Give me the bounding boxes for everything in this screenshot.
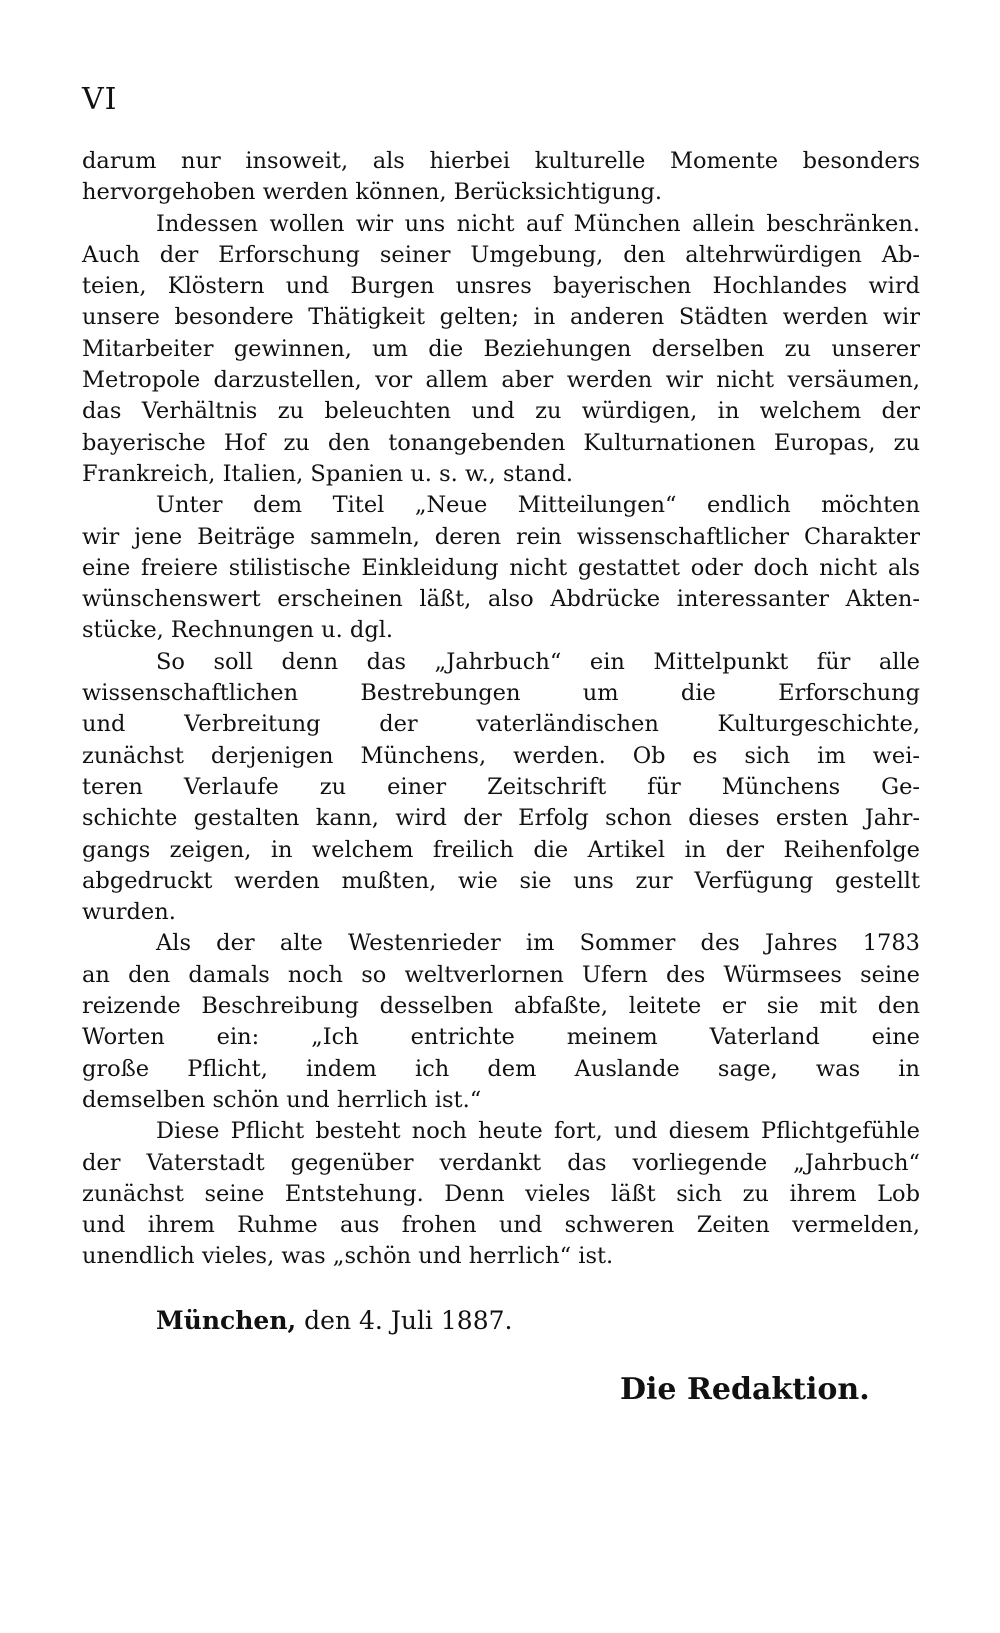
text-line: wurden. [82, 899, 176, 926]
text-line: der Vaterstadt gegenüber verdankt das vorliegende „Jahrbuch“ [82, 1149, 920, 1176]
text-line: reizende Beschreibung desselben abfaßte, leitete er sie mit den [82, 993, 920, 1020]
text-line: zunächst seine Entstehung. Denn vieles läßt sich zu ihrem Lob [82, 1180, 920, 1207]
text-line: Indessen wollen wir uns nicht auf München allein beschränken. [156, 210, 920, 237]
body-text [82, 146, 920, 1273]
text-line: gangs zeigen, in welchem freilich die Artikel in der Reihenfolge [82, 836, 920, 863]
text-line: Frankreich, Italien, Spanien u. s. w., stand. [82, 460, 574, 487]
dateline-city: München, [156, 1306, 297, 1335]
text-line: wir jene Beiträge sammeln, deren rein wissenschaftlicher Charakter [82, 523, 920, 550]
text-line: und ihrem Ruhme aus frohen und schweren Zeiten vermelden, [82, 1212, 920, 1239]
text-line: Als der alte Westenrieder im Sommer des Jahres 1783 [156, 930, 920, 957]
text-line: teien, Klöstern und Burgen unsres bayerischen Hochlandes wird [82, 273, 920, 300]
text-line: unendlich vieles, was „schön und herrlich“ ist. [82, 1243, 614, 1270]
text-line: teren Verlaufe zu einer Zeitschrift für Münchens Ge- [82, 773, 920, 800]
dateline-date: den 4. Juli 1887. [304, 1306, 513, 1335]
text-line: stücke, Rechnungen u. dgl. [82, 617, 394, 644]
text-line: Auch der Erforschung seiner Umgebung, den altehrwürdigen Ab- [82, 241, 920, 268]
text-line: eine freiere stilistische Einkleidung nicht gestattet oder doch nicht als [82, 554, 920, 581]
text-line: und Verbreitung der vaterländischen Kulturgeschichte, [82, 711, 920, 738]
text-line: So soll denn das „Jahrbuch“ ein Mittelpunkt für alle [156, 648, 920, 675]
text-line: demselben schön und herrlich ist.“ [82, 1086, 482, 1113]
text-line: wünschenswert erscheinen läßt, also Abdrücke interessanter Akten- [82, 586, 920, 613]
text-line: große Pflicht, indem ich dem Auslande sage, was in [82, 1055, 920, 1082]
text-line: darum nur insoweit, als hierbei kulturelle Momente besonders [82, 148, 920, 174]
text-line: an den damals noch so weltverlornen Ufern des Würmsees seine [82, 961, 920, 988]
text-line: Metropole darzustellen, vor allem aber werden wir nicht versäumen, [82, 367, 920, 394]
text-line: zunächst derjenigen Münchens, werden. Ob es sich im wei- [82, 742, 920, 769]
text-line: Mitarbeiter gewinnen, um die Beziehungen derselben zu unserer [82, 335, 920, 362]
text-line: schichte gestalten kann, wird der Erfolg schon dieses ersten Jahr- [82, 805, 920, 832]
text-line: das Verhältnis zu beleuchten und zu würdigen, in welchem der [82, 398, 920, 425]
text-line: wissenschaftlichen Bestrebungen um die Erforschung [82, 680, 920, 707]
text-line: Diese Pflicht besteht noch heute fort, und diesem Pflichtgefühle [156, 1118, 920, 1145]
text-line: Unter dem Titel „Neue Mitteilungen“ endlich möchten [156, 492, 920, 519]
signature: Die Redaktion. [620, 1372, 870, 1407]
text-line: bayerische Hof zu den tonangebenden Kulturnationen Europas, zu [82, 429, 920, 456]
text-line: hervorgehoben werden können, Berücksichtigung. [82, 179, 663, 206]
text-line: Worten ein: „Ich entrichte meinem Vaterland eine [82, 1024, 920, 1051]
text-line: abgedruckt werden mußten, wie sie uns zur Verfügung gestellt [82, 867, 920, 894]
page-number: VI [82, 82, 118, 117]
dateline [156, 1306, 512, 1335]
text-line: unsere besondere Thätigkeit gelten; in anderen Städten werden wir [82, 304, 920, 331]
